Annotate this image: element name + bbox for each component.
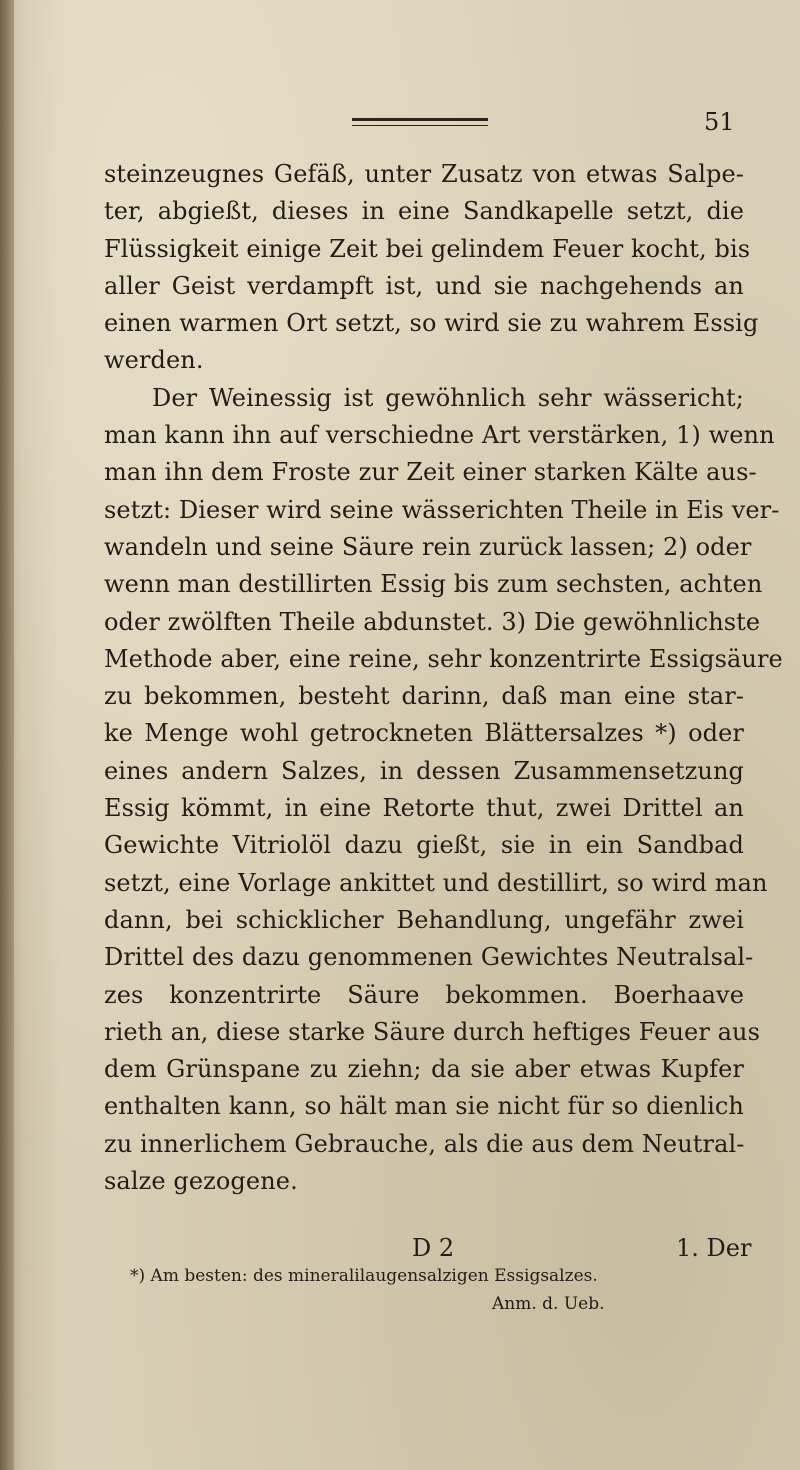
text-line: eines andern Salzes, in dessen Zusammensetzung xyxy=(104,756,744,785)
header-rule-thin xyxy=(352,125,488,126)
text-line: Drittel des dazu genommenen Gewichtes Neutralsal- xyxy=(104,943,754,972)
catchword: 1. Der xyxy=(676,1234,752,1262)
text-line: wenn man destillirten Essig bis zum sechsten, achten xyxy=(104,570,763,599)
text-line: ter, abgießt, dieses in eine Sandkapelle setzt, die xyxy=(104,197,744,226)
text-line: zu innerlichem Gebrauche, als die aus dem Neutral- xyxy=(104,1129,745,1158)
printer-signature: D 2 xyxy=(412,1234,455,1262)
text-line: werden. xyxy=(104,346,204,375)
text-line: steinzeugnes Gefäß, unter Zusatz von etwas Salpe- xyxy=(104,160,744,188)
text-line: aller Geist verdampft ist, und sie nachgehends an xyxy=(104,271,744,300)
text-line: enthalten kann, so hält man sie nicht für so dienlich xyxy=(104,1092,744,1121)
text-line: setzt: Dieser wird seine wässerichten Theile in Eis ver- xyxy=(104,495,780,524)
text-line: Methode aber, eine reine, sehr konzentrirte Essigsäure xyxy=(104,644,783,673)
text-line: Flüssigkeit einige Zeit bei gelindem Feuer kocht, bis xyxy=(104,234,751,263)
text-line: oder zwölften Theile abdunstet. 3) Die gewöhnlichste xyxy=(104,607,761,636)
text-line: man kann ihn auf verschiedne Art verstärken, 1) wenn xyxy=(104,421,775,450)
text-line: einen warmen Ort setzt, so wird sie zu wahrem Essig xyxy=(104,309,759,338)
text-line: dann, bei schicklicher Behandlung, ungefähr zwei xyxy=(104,905,744,934)
text-line: salze gezogene. xyxy=(104,1167,298,1196)
text-line: rieth an, diese starke Säure durch heftiges Feuer aus xyxy=(104,1017,761,1046)
text-line: zu bekommen, besteht darinn, daß man eine star- xyxy=(104,682,744,711)
text-line: ke Menge wohl getrockneten Blättersalzes *) oder xyxy=(104,719,744,748)
text-line: dem Grünspane zu ziehn; da sie aber etwas Kupfer xyxy=(104,1055,744,1084)
text-line: setzt, eine Vorlage ankittet und destillirt, so wird man xyxy=(104,868,768,897)
header-rule xyxy=(352,118,488,121)
text-line: man ihn dem Froste zur Zeit einer starken Kälte aus- xyxy=(104,458,757,487)
paragraph-start-line: Der Weinessig ist gewöhnlich sehr wässericht; xyxy=(152,383,744,412)
text-line: wandeln und seine Säure rein zurück lassen; 2) oder xyxy=(104,532,752,561)
body-text xyxy=(104,156,783,1200)
text-line: Essig kömmt, in eine Retorte thut, zwei Drittel an xyxy=(104,794,744,823)
text-line: Gewichte Vitriolöl dazu gießt, sie in ein Sandbad xyxy=(104,831,744,860)
footnote-attribution: Anm. d. Ueb. xyxy=(492,1294,605,1314)
text-line: zes konzentrirte Säure bekommen. Boerhaave xyxy=(104,980,744,1009)
page-number: 51 xyxy=(704,108,735,136)
footnote: *) Am besten: des mineralilaugensalzigen Essigsalzes. xyxy=(130,1266,598,1286)
book-spine-edge xyxy=(0,0,14,1470)
